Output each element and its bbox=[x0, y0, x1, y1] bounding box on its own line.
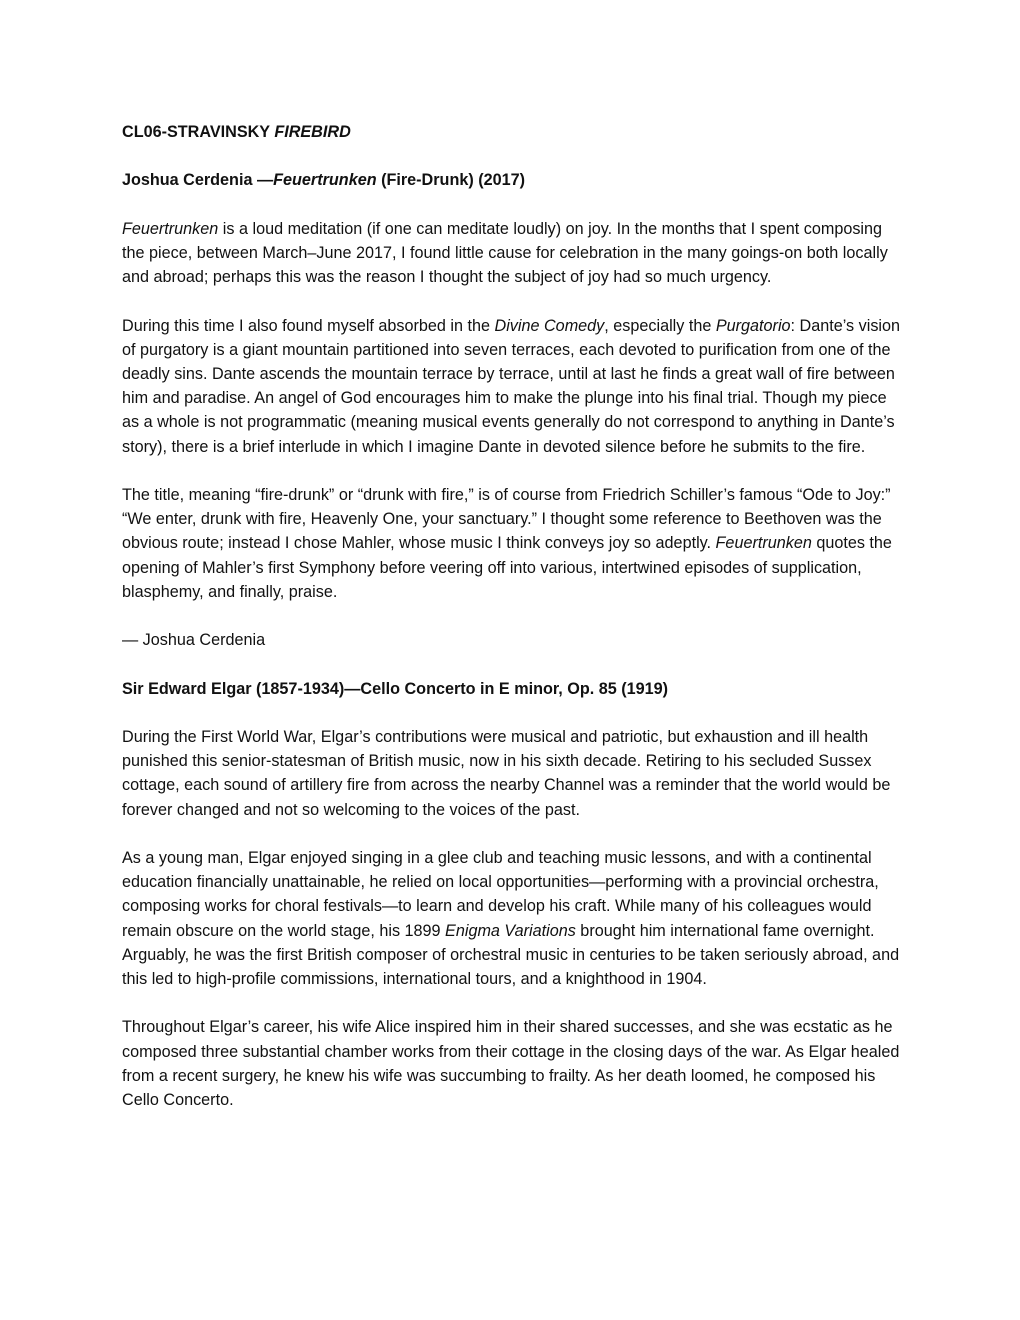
signature-line: — Joshua Cerdenia bbox=[122, 631, 266, 650]
section-work-title: Feuertrunken bbox=[273, 171, 377, 190]
paragraph-5-text-a: As a young man, Elgar enjoyed singing in a glee club and teaching music lessons, and with a continental education financially unattainable, he relied on local opportunities—performing with a provincial orchestra, composing works for choral festivals—to learn and develop his craft. While many of his colleagues would remain obscure on the world stage, his 1899 bbox=[122, 848, 879, 940]
paragraph-6 bbox=[122, 1015, 904, 1112]
paragraph-1-text: is a loud meditation (if one can meditate loudly) on joy. In the months that I spent composing the piece, between March–June 2017, I found little cause for celebration in the many goings-on both locally and abroad; perhaps this was the reason I thought the subject of joy had so much urgency. bbox=[122, 219, 888, 287]
heading-work-title: FIREBIRD bbox=[274, 123, 351, 141]
section-heading-elgar: Sir Edward Elgar (1857-1934)—Cello Concerto in E minor, Op. 85 (1919) bbox=[122, 679, 669, 698]
paragraph-2-italic-purgatorio: Purgatorio bbox=[715, 316, 791, 335]
heading-program-code: CL06-STRAVINSKY bbox=[122, 123, 275, 141]
paragraph-5-italic-enigma: Enigma Variations bbox=[445, 921, 576, 940]
paragraph-2-italic-divine-comedy: Divine Comedy bbox=[494, 316, 605, 335]
paragraph-3-text-a: The title, meaning “fire-drunk” or “drunk with fire,” is of course from Friedrich Schiller’s famous “Ode to Joy:” “We enter, drunk with fire, Heavenly One, your sanctuary.” I thought some reference to Beethoven was the obvious route; instead I chose Mahler, whose music I think conveys joy so adeptly. bbox=[122, 485, 891, 553]
paragraph-4-text: During the First World War, Elgar’s contributions were musical and patriotic, but exhaustion and ill health punished this senior-statesman of British music, now in his sixth decade. Retiring to his secluded Sussex cottage, each sound of artillery fire from across the nearby Channel was a reminder that the world would be forever changed and not so welcoming to the voices of the past. bbox=[122, 727, 891, 819]
paragraph-5 bbox=[122, 846, 904, 991]
section-heading-cerdenia bbox=[122, 168, 904, 192]
paragraph-4 bbox=[122, 725, 904, 822]
section-composer: Joshua Cerdenia — bbox=[122, 171, 274, 190]
paragraph-3 bbox=[122, 483, 904, 604]
paragraph-3-italic-title: Feuertrunken bbox=[715, 534, 812, 553]
paragraph-2 bbox=[122, 314, 904, 459]
document-heading bbox=[122, 120, 904, 144]
paragraph-2-text-c: : Dante’s vision of purgatory is a giant mountain partitioned into seven terraces, each devoted to purification from one of the deadly sins. Dante ascends the mountain terrace by terrace, until at last he finds a great wall of fire between him and paradise. An angel of God encourages him to make the plunge into his final trial. Though my piece as a whole is not programmatic (meaning musical events generally do not correspond to anything in Dante’s story), there is a brief interlude in which I imagine Dante in devoted silence before he submits to the fire. bbox=[122, 316, 901, 456]
document-body bbox=[122, 120, 904, 1136]
paragraph-2-text-b: , especially the bbox=[604, 316, 716, 335]
section-work-subtitle: (Fire-Drunk) (2017) bbox=[376, 171, 526, 190]
paragraph-2-text-a: During this time I also found myself absorbed in the bbox=[122, 316, 495, 335]
paragraph-5-text-b: brought him international fame overnight. Arguably, he was the first British composer of orchestral music in centuries to be taken seriously abroad, and this led to high-profile commissions, international tours, and a knighthood in 1904. bbox=[122, 921, 900, 988]
paragraph-3-text-b: quotes the opening of Mahler’s first Symphony before veering off into various, intertwined episodes of supplication, blasphemy, and finally, praise. bbox=[122, 534, 892, 601]
paragraph-1 bbox=[122, 217, 904, 290]
paragraph-6-text: Throughout Elgar’s career, his wife Alice inspired him in their shared successes, and she was ecstatic as he composed three substantial chamber works from their cottage in the closing days of the war. As Elgar healed from a recent surgery, he knew his wife was succumbing to frailty. As her death loomed, he composed his Cello Concerto. bbox=[122, 1018, 900, 1109]
paragraph-1-italic-title: Feuertrunken bbox=[122, 219, 219, 238]
